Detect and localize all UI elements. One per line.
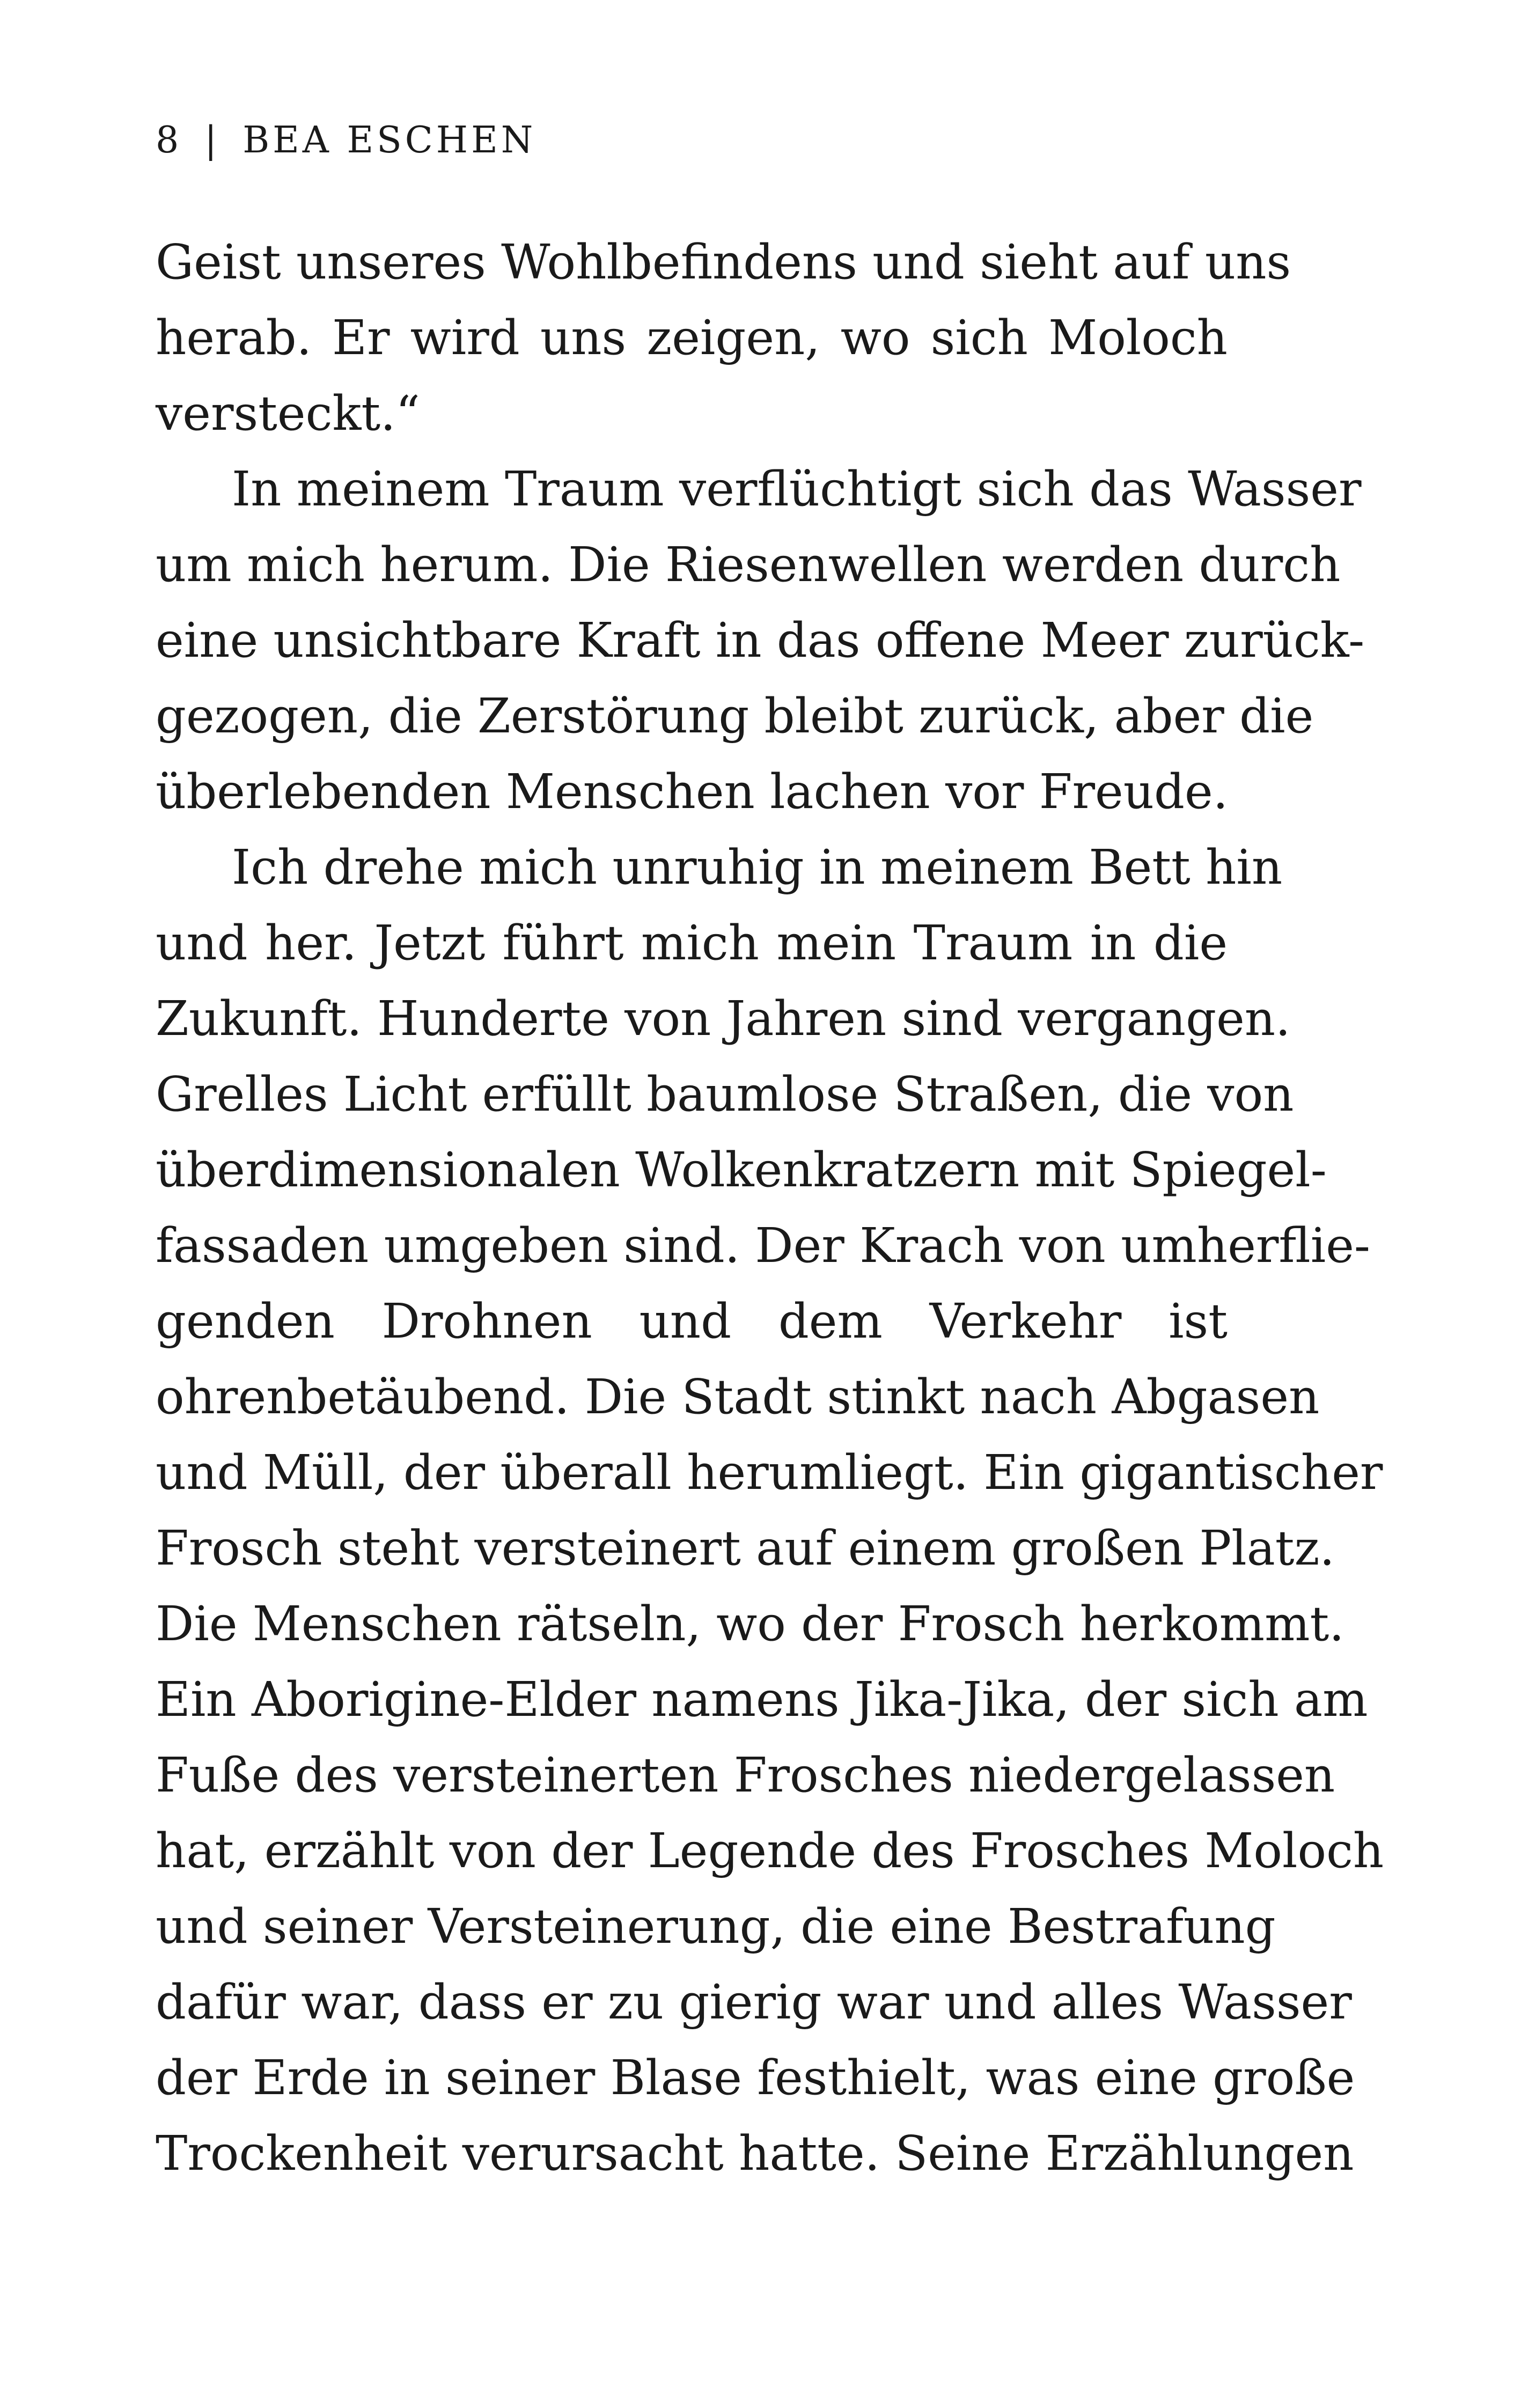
text-line: herab. Er wird uns zeigen, wo sich Moloch: [156, 310, 1228, 365]
text-line: fassaden umgeben sind. Der Krach von umherflie-: [156, 1217, 1370, 1273]
text-line: Ein Aborigine-Elder namens Jika-Jika, der sich am: [156, 1671, 1368, 1727]
text-line: um mich herum. Die Riesenwellen werden durch: [156, 537, 1341, 592]
text-line: In meinem Traum verflüchtigt sich das Wasser: [232, 461, 1362, 517]
header-separator: |: [204, 119, 221, 161]
body-text: [156, 224, 1384, 2191]
text-line: Geist unseres Wohlbefindens und sieht auf uns: [156, 234, 1291, 290]
running-header: [156, 119, 536, 162]
text-line: überdimensionalen Wolkenkratzern mit Spiegel-: [156, 1142, 1327, 1198]
text-line: Grelles Licht erfüllt baumlose Straßen, die von: [156, 1066, 1294, 1122]
text-line: hat, erzählt von der Legende des Frosches Moloch: [156, 1823, 1384, 1878]
text-line: Fuße des versteinerten Frosches niedergelassen: [156, 1747, 1335, 1803]
text-line: genden Drohnen und dem Verkehr ist: [156, 1293, 1228, 1349]
text-line: und seiner Versteinerung, die eine Bestrafung: [156, 1898, 1276, 1954]
text-line: Frosch steht versteinert auf einem großen Platz.: [156, 1520, 1335, 1576]
text-line: und Müll, der überall herumliegt. Ein gigantischer: [156, 1444, 1383, 1500]
text-line: Ich drehe mich unruhig in meinem Bett hin: [232, 839, 1283, 895]
text-line: versteckt.“: [156, 385, 420, 441]
page-number: 8: [156, 119, 182, 161]
text-line: ohrenbetäubend. Die Stadt stinkt nach Abgasen: [156, 1369, 1320, 1425]
text-line: und her. Jetzt führt mich mein Traum in die: [156, 915, 1228, 971]
text-line: Trockenheit verursacht hatte. Seine Erzählungen: [156, 2125, 1354, 2181]
text-line: eine unsichtbare Kraft in das offene Meer zurück-: [156, 612, 1365, 668]
text-line: dafür war, dass er zu gierig war und alles Wasser: [156, 1974, 1352, 2030]
text-line: überlebenden Menschen lachen vor Freude.: [156, 763, 1228, 819]
text-line: der Erde in seiner Blase festhielt, was eine große: [156, 2050, 1355, 2105]
text-line: gezogen, die Zerstörung bleibt zurück, aber die: [156, 688, 1314, 744]
author-name: BEA ESCHEN: [243, 119, 537, 161]
text-line: Zukunft. Hunderte von Jahren sind vergangen.: [156, 990, 1291, 1046]
text-line: Die Menschen rätseln, wo der Frosch herkommt.: [156, 1596, 1344, 1651]
